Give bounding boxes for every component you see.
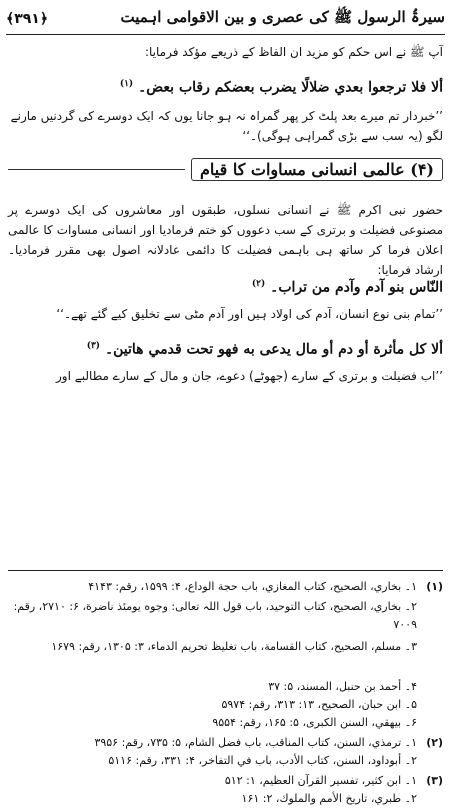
footnote-text: ۲۔ بخاري، الصحيح، كتاب التوحيد، باب قول اللہ تعالى: وجوه يومئذ ناضرة، ۶: ۲۷۱۰، رقم: ۷۰۰۹ — [13, 600, 417, 631]
footnote-ref-1[interactable]: (۱) — [119, 79, 134, 89]
footnote-text: ۲۔ أبوداود، السنن، كتاب الأدب، باب في التفاخر، ۴: ۳۳۱، رقم: ۵۱۱۶ — [108, 754, 417, 767]
footnote-text: ۶۔ بيهقي، السنن الكبرى، ۵: ۱۶۵، رقم: ۹۵۵۴ — [212, 716, 417, 729]
footnote-entry — [8, 790, 443, 808]
footnote-label: (۱) — [426, 580, 443, 593]
translation-1: ’’خبردار تم میرے بعد پلٹ کر پھر گمراہ نہ ہو جانا یوں کہ ایک دوسرے کی گردنیں مارنے لگو (یہ سب سے بڑی گمراہی ہوگی)۔‘‘ — [10, 109, 443, 143]
footnote-entry — [8, 696, 443, 714]
footnote-text: ۳۔ مسلم، الصحيح، كتاب القسامة، باب تغليظ تحريم الدماء، ۳: ۱۳۰۵، رقم: ۱۶۷۹ — [51, 640, 417, 653]
paragraph-2: حضور نبی اکرم ﷺ نے انسانی نسلوں، طبقوں اور معاشروں کی ایک دوسرے پر مصنوعی فضیلت و برتری کے سب دعووں کو ختم فرمادیا اور انسانی مساوات کا عالمی اعلان فرما کر ساتھ ہی باہمی فضیلت کا دائمی عادلانہ اصول بھی مقرر فرمادیا۔ ارشاد فرمایا: — [8, 203, 443, 277]
heading-rule — [8, 169, 185, 171]
arabic-hadith-1-text: ألا فلا ترجعوا بعدي ضلالًا يضرب بعضكم رقاب بعض۔ — [138, 79, 443, 96]
translation-2: ’’تمام بنی نوع انسان، آدم کی اولاد ہیں اور آدم مٹی سے تخلیق کیے گئے تھے۔‘‘ — [56, 307, 443, 321]
section-heading — [8, 158, 443, 181]
footnote-divider — [8, 570, 443, 571]
footnote-entry — [8, 772, 443, 790]
footnote-entry — [8, 598, 443, 634]
intro-line: آپ ﷺ نے اس حکم کو مزید ان الفاظ کے ذریعے مؤکد فرمایا: — [144, 45, 443, 59]
footnote-ref-3[interactable]: (۳) — [86, 341, 101, 351]
arabic-hadith-2-text: النّاس بنو آدم وآدم من تراب۔ — [270, 279, 443, 296]
arabic-hadith-3 — [8, 334, 443, 362]
section-heading-title: (۴) عالمی انسانی مساوات کا قیام — [191, 158, 443, 181]
footnote-entry — [8, 734, 443, 752]
footnote-ref-2[interactable]: (۲) — [251, 279, 266, 289]
footnote-text: ۵۔ ابن حبان، الصحيح، ۱۳: ۳۱۳، رقم: ۵۹۷۴ — [221, 698, 417, 711]
arabic-hadith-1 — [8, 72, 443, 100]
page-header — [6, 4, 445, 35]
footnote-text: ۲۔ طبري، تاريخ الأمم والملوك، ۲: ۱۶۱ — [241, 792, 417, 805]
footnote-entry — [8, 678, 443, 696]
footnote-label: (۲) — [426, 736, 443, 749]
footnote-text: ۱۔ ترمذي، السنن، كتاب المناقب، باب فضل الشام، ۵: ۷۳۵، رقم: ۳۹۵۶ — [94, 736, 417, 749]
footnote-text: ۱۔ ابن كثير، تفسير القرآن العظيم، ۱: ۵۱۲ — [224, 774, 417, 787]
arabic-hadith-2 — [8, 272, 443, 300]
running-title: سیرۃُ الرسول ﷺ کی عصری و بین الاقوامی اہمیت — [120, 8, 445, 26]
footnote-entry — [8, 638, 443, 656]
footnote-entry — [8, 752, 443, 770]
footnote-label: (۳) — [426, 774, 443, 787]
footnote-text: ۴۔ أحمد بن حنبل، المسند، ۵: ۳۷ — [268, 680, 417, 693]
footnote-entry — [8, 714, 443, 732]
footnote-text: ۱۔ بخاري، الصحيح، كتاب المغازي، باب حجة الوداع، ۴: ۱۵۹۹، رقم: ۴۱۴۳ — [88, 580, 417, 593]
footnote-entry — [8, 578, 443, 596]
translation-3: ’’اب فضیلت و برتری کے سارے (جھوٹے) دعوے، جان و مال کے سارے مطالبے اور — [56, 369, 443, 383]
arabic-hadith-3-text: ألا كل مأثرة أو دم أو مال يدعى به فهو تحت قدمي هاتين۔ — [104, 341, 443, 358]
page-number: ﴿۳۹۱﴾ — [6, 11, 49, 27]
